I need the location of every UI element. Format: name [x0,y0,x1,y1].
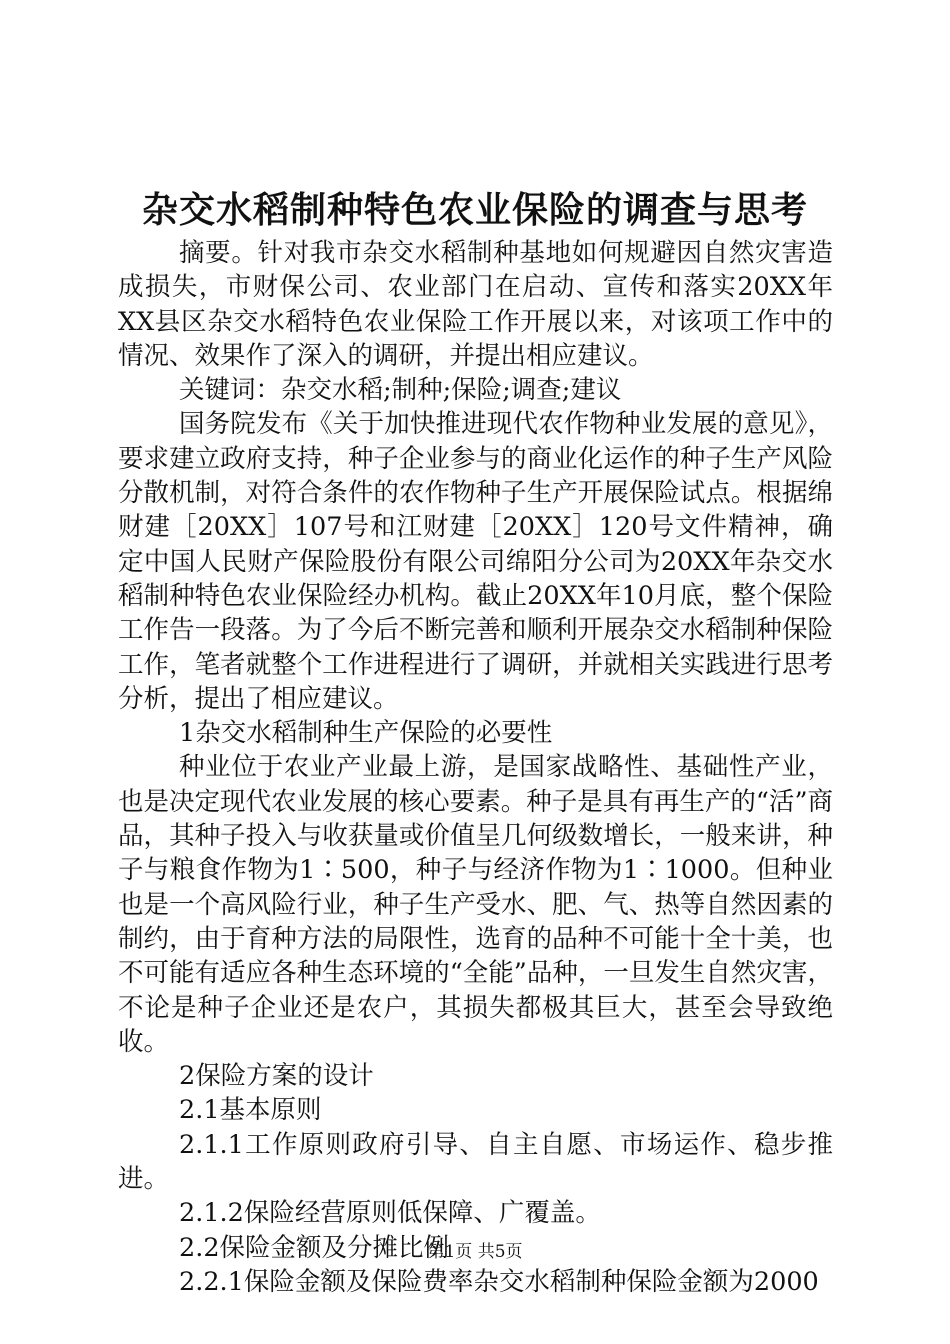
section-heading-2: 2保险方案的设计 [179,1061,374,1092]
subsection-2-2-1: 2.2.1保险金额及保险费率杂交水稻制种保险金额为2000 [179,1266,819,1297]
subsection-heading-2-1: 2.1基本原则 [179,1095,322,1126]
page-number-footer: 第1页 共5页 [427,1242,523,1262]
keywords-line: 关键词：杂交水稻;制种;保险;调查;建议 [179,375,622,406]
abstract-paragraph: 摘要。针对我市杂交水稻制种基地如何规避因自然灾害造成损失，市财保公司、农业部门在启动、宣传和落实20XX年XX县区杂交水稻特色农业保险工作开展以来，对该项工作中的情况、效果作了深入的调研，并提出相应建议。 [118,238,833,371]
section-1-paragraph: 种业位于农业产业最上游，是国家战略性、基础性产业，也是决定现代农业发展的核心要素。种子是具有再生产的“活”商品，其种子投入与收获量或价值呈几何级数增长，一般来讲，种子与粮食作物为1∶500，种子与经济作物为1∶1000。但种业也是一个高风险行业，种子生产受水、肥、气、热等自然因素的制约，由于育种方法的局限性，选育的品种不可能十全十美，也不可能有适应各种生态环境的“全能”品种，一旦发生自然灾害，不论是种子企业还是农户，其损失都极其巨大，甚至会导致绝收。 [118,752,833,1057]
subsection-2-1-1: 2.1.1工作原则政府引导、自主自愿、市场运作、稳步推进。 [118,1129,833,1195]
section-heading-1: 1杂交水稻制种生产保险的必要性 [179,718,553,749]
document-title: 杂交水稻制种特色农业保险的调查与思考 [141,189,808,231]
intro-paragraph: 国务院发布《关于加快推进现代农作物种业发展的意见》，要求建立政府支持，种子企业参与的商业化运作的种子生产风险分散机制，对符合条件的农作物种子生产开展保险试点。根据绵财建［20XX］107号和江财建［20XX］120号文件精神，确定中国人民财产保险股份有限公司绵阳分公司为20XX年杂交水稻制种特色农业保险经办机构。截止20XX年10月底，整个保险工作告一段落。为了今后不断完善和顺利开展杂交水稻制种保险工作，笔者就整个工作进程进行了调研，并就相关实践进行思考分析，提出了相应建议。 [118,409,833,714]
subsection-heading-2-2: 2.2保险金额及分摊比例 [179,1232,450,1263]
document-body [118,236,833,1299]
subsection-2-1-2: 2.1.2保险经营原则低保障、广覆盖。 [179,1198,601,1229]
